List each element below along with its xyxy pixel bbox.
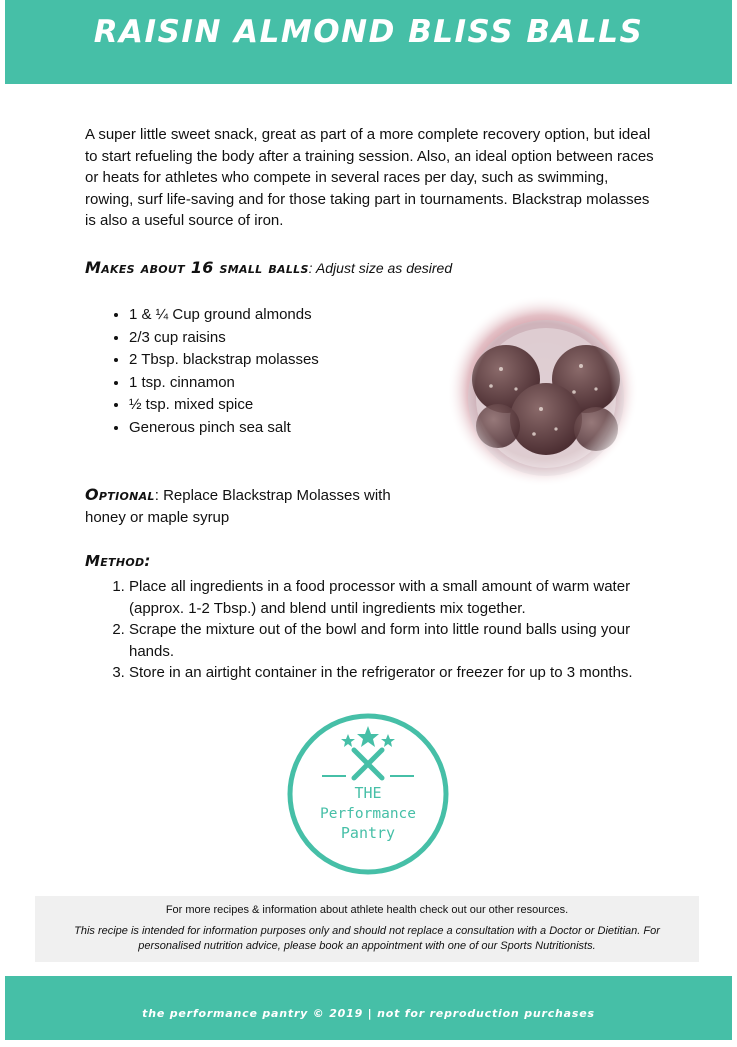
resources-text: For more recipes & information about athlete health check out our other resources. <box>165 904 569 916</box>
logo-line-2: Performance <box>319 806 417 822</box>
bliss-balls-photo <box>446 294 641 489</box>
intro-paragraph: A super little sweet snack, great as part of a more complete recovery option, but ideal to start refueling the body after a training session. Also, an ideal option between races or heats for athletes who compete in several races per day, such as swimming, rowing, surf life-saving and for those taking part in tournaments. Blackstrap molasses is also a useful source of iron. <box>85 126 654 229</box>
optional-note <box>85 484 435 529</box>
footer-resources <box>35 896 699 962</box>
star-icon <box>341 726 395 747</box>
yield-note: : Adjust size as desired <box>308 260 453 276</box>
footer-banner <box>5 976 732 1040</box>
yield-label: Makes about 16 small balls <box>85 258 309 277</box>
ingredient-item: • 2 Tbsp. blackstrap molasses <box>129 349 319 372</box>
logo-line-1: THE <box>354 784 382 802</box>
ingredient-item: • 1 & ¼ Cup ground almonds <box>129 304 319 327</box>
yield-line <box>85 258 452 277</box>
copyright-text: the performance pantry © 2019 | not for reproduction purchases <box>142 1007 595 1020</box>
method-step: 3. Store in an airtight container in the refrigerator or freezer for up to 3 months. <box>129 662 669 684</box>
ingredient-item: • Generous pinch sea salt <box>129 417 319 440</box>
method-steps <box>105 576 669 684</box>
method-step: 1. Place all ingredients in a food processor with a small amount of warm water (approx. 1-2 Tbsp.) and blend until ingredients mix together. <box>129 576 669 619</box>
performance-pantry-logo <box>286 712 450 876</box>
logo-line-3: Pantry <box>340 824 396 842</box>
optional-label: Optional <box>85 485 155 504</box>
disclaimer-text: This recipe is intended for information purposes only and should not replace a consultation with a Doctor or Dietitian. For personalised nutrition advice, please book an appointment with one of our Sports Nutritionists. <box>74 925 660 952</box>
header-banner <box>5 0 732 84</box>
ingredient-item: • 1 tsp. cinnamon <box>129 372 319 395</box>
method-step: 2. Scrape the mixture out of the bowl and form into little round balls using your hands. <box>129 619 669 662</box>
ingredient-item: • 2/3 cup raisins <box>129 327 319 350</box>
recipe-title: RAISIN ALMOND BLISS BALLS <box>93 14 644 50</box>
ingredient-item: • ½ tsp. mixed spice <box>129 394 319 417</box>
optional-text: : Replace Blackstrap Molasses with honey or maple syrup <box>85 487 391 526</box>
ingredient-list <box>105 304 319 439</box>
method-heading: Method: <box>85 552 151 570</box>
fork-knife-icon <box>354 750 382 778</box>
